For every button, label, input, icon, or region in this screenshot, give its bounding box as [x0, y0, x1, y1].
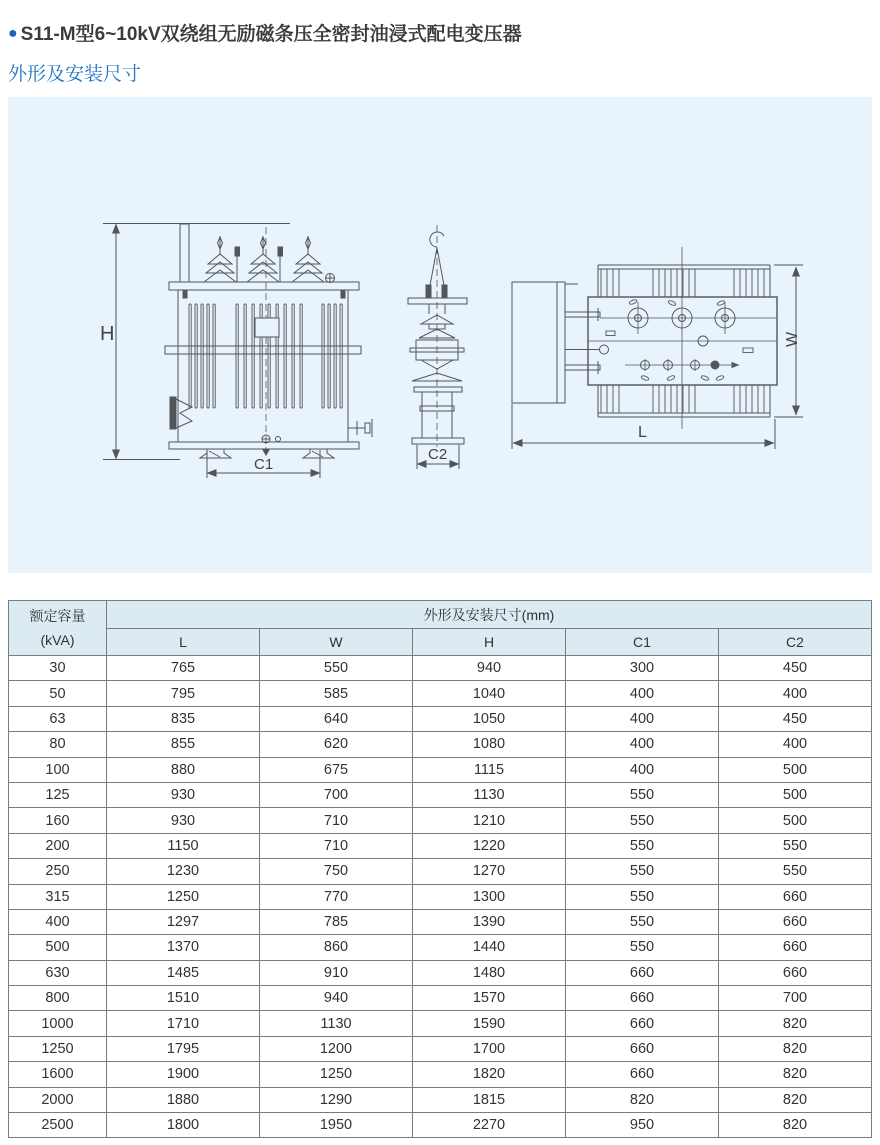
dimension-cell: 675 [260, 757, 413, 782]
dimension-cell: 500 [719, 808, 872, 833]
col-header-h: H [413, 629, 566, 656]
dimension-cell: 1297 [107, 909, 260, 934]
dimension-cell: 795 [107, 681, 260, 706]
table-header [9, 601, 872, 656]
capacity-cell: 80 [9, 732, 107, 757]
dim-label-l: L [638, 424, 647, 441]
dimension-table [8, 600, 872, 1138]
capacity-cell: 500 [9, 935, 107, 960]
dim-label-w: W [784, 331, 801, 347]
dimension-cell: 820 [719, 1011, 872, 1036]
capacity-cell: 1250 [9, 1036, 107, 1061]
capacity-cell: 800 [9, 986, 107, 1011]
capacity-cell: 200 [9, 833, 107, 858]
dimension-cell: 1210 [413, 808, 566, 833]
capacity-cell: 125 [9, 782, 107, 807]
dimension-cell: 550 [566, 859, 719, 884]
capacity-cell: 160 [9, 808, 107, 833]
dimension-cell: 820 [719, 1036, 872, 1061]
capacity-cell: 63 [9, 706, 107, 731]
dimension-cell: 1150 [107, 833, 260, 858]
dimension-cell: 640 [260, 706, 413, 731]
dimension-cell: 1130 [260, 1011, 413, 1036]
dimension-cell: 1130 [413, 782, 566, 807]
dimension-cell: 1230 [107, 859, 260, 884]
dimension-cell: 400 [566, 732, 719, 757]
dimension-cell: 500 [719, 782, 872, 807]
dimension-cell: 1040 [413, 681, 566, 706]
dimension-cell: 1250 [260, 1062, 413, 1087]
side-view [408, 225, 467, 469]
dimension-cell: 400 [719, 681, 872, 706]
table-row [9, 782, 872, 807]
table-body [9, 656, 872, 1138]
table-row [9, 681, 872, 706]
dimension-cell: 550 [566, 808, 719, 833]
top-view [512, 247, 803, 449]
dimension-cell: 750 [260, 859, 413, 884]
dimension-cell: 1250 [107, 884, 260, 909]
section-subtitle: 外形及安装尺寸 [8, 64, 142, 85]
dimension-cell: 1200 [260, 1036, 413, 1061]
table-row [9, 757, 872, 782]
table-row [9, 732, 872, 757]
dimension-cell: 660 [566, 986, 719, 1011]
dimension-cell: 1800 [107, 1113, 260, 1138]
dimension-cell: 585 [260, 681, 413, 706]
dimension-cell: 1795 [107, 1036, 260, 1061]
dimension-cell: 1590 [413, 1011, 566, 1036]
table-row [9, 935, 872, 960]
dimension-cell: 700 [719, 986, 872, 1011]
dimension-cell: 820 [719, 1113, 872, 1138]
dimension-cell: 2270 [413, 1113, 566, 1138]
dimension-cell: 620 [260, 732, 413, 757]
col-header-w: W [260, 629, 413, 656]
dimension-cell: 550 [566, 909, 719, 934]
dimension-cell: 660 [719, 960, 872, 985]
dim-label-c1: C1 [254, 456, 274, 473]
dimension-cell: 880 [107, 757, 260, 782]
dimensions-group-header: 外形及安装尺寸(mm) [107, 601, 872, 629]
dimension-cell: 550 [260, 656, 413, 681]
dimension-cell: 550 [566, 782, 719, 807]
dimension-cell: 1115 [413, 757, 566, 782]
capacity-cell: 50 [9, 681, 107, 706]
dimension-cell: 1270 [413, 859, 566, 884]
dimension-cell: 660 [566, 1036, 719, 1061]
capacity-cell: 315 [9, 884, 107, 909]
dimension-cell: 1950 [260, 1113, 413, 1138]
dimension-cell: 400 [719, 732, 872, 757]
dimension-cell: 550 [566, 833, 719, 858]
dimension-cell: 450 [719, 706, 872, 731]
table-row [9, 884, 872, 909]
dimension-cell: 1370 [107, 935, 260, 960]
capacity-cell: 100 [9, 757, 107, 782]
dimension-cell: 940 [413, 656, 566, 681]
dimension-cell: 550 [719, 833, 872, 858]
dimension-cell: 660 [566, 1011, 719, 1036]
dim-label-c2: C2 [428, 446, 448, 463]
dimension-cell: 1485 [107, 960, 260, 985]
dimension-cell: 1080 [413, 732, 566, 757]
dimension-cell: 700 [260, 782, 413, 807]
dimension-cell: 860 [260, 935, 413, 960]
table-row [9, 1087, 872, 1112]
dimension-cell: 500 [719, 757, 872, 782]
capacity-cell: 1600 [9, 1062, 107, 1087]
dim-label-h: H [100, 323, 115, 345]
dimension-cell: 550 [566, 884, 719, 909]
dimension-cell: 660 [719, 935, 872, 960]
dimension-cell: 550 [566, 935, 719, 960]
dimension-cell: 1815 [413, 1087, 566, 1112]
capacity-cell: 2000 [9, 1087, 107, 1112]
table-row [9, 1113, 872, 1138]
dimension-cell: 710 [260, 833, 413, 858]
capacity-cell: 1000 [9, 1011, 107, 1036]
rated-capacity-header: 额定容量 (kVA) [9, 601, 107, 656]
bushing-icons [204, 236, 324, 282]
dimension-cell: 1290 [260, 1087, 413, 1112]
dimension-cell: 835 [107, 706, 260, 731]
table-row [9, 1036, 872, 1061]
dimension-cell: 400 [566, 706, 719, 731]
dimension-cell: 450 [719, 656, 872, 681]
dimension-cell: 1700 [413, 1036, 566, 1061]
capacity-cell: 2500 [9, 1113, 107, 1138]
dimension-cell: 300 [566, 656, 719, 681]
capacity-cell: 30 [9, 656, 107, 681]
page-title-text: S11-M型6~10kV双绕组无励磁条压全密封油浸式配电变压器 [20, 24, 522, 45]
table-row [9, 808, 872, 833]
table-row [9, 1062, 872, 1087]
capacity-cell: 250 [9, 859, 107, 884]
bullet-icon: ● [8, 25, 18, 42]
dimension-cell: 1820 [413, 1062, 566, 1087]
table-row [9, 986, 872, 1011]
dimension-cell: 930 [107, 782, 260, 807]
table-row [9, 833, 872, 858]
front-view [103, 224, 372, 479]
dimension-cell: 855 [107, 732, 260, 757]
dimension-cell: 660 [566, 960, 719, 985]
table-row [9, 960, 872, 985]
dimension-cell: 820 [719, 1087, 872, 1112]
table-row [9, 909, 872, 934]
dimension-cell: 1050 [413, 706, 566, 731]
dimension-cell: 1900 [107, 1062, 260, 1087]
table-row [9, 656, 872, 681]
page-title [8, 19, 522, 46]
col-header-c1: C1 [566, 629, 719, 656]
dimension-cell: 950 [566, 1113, 719, 1138]
dimension-cell: 1510 [107, 986, 260, 1011]
dimension-cell: 785 [260, 909, 413, 934]
dimension-cell: 400 [566, 757, 719, 782]
technical-drawing [8, 97, 872, 573]
dimension-cell: 1390 [413, 909, 566, 934]
col-header-l: L [107, 629, 260, 656]
dimension-cell: 930 [107, 808, 260, 833]
dimension-cell: 1440 [413, 935, 566, 960]
table-row [9, 706, 872, 731]
dimension-cell: 1570 [413, 986, 566, 1011]
dimension-cell: 820 [719, 1062, 872, 1087]
dimension-cell: 765 [107, 656, 260, 681]
dimension-cell: 710 [260, 808, 413, 833]
dimension-cell: 660 [566, 1062, 719, 1087]
dimension-cell: 820 [566, 1087, 719, 1112]
dimension-cell: 1220 [413, 833, 566, 858]
dimension-cell: 1710 [107, 1011, 260, 1036]
table-row [9, 859, 872, 884]
col-header-c2: C2 [719, 629, 872, 656]
table-row [9, 1011, 872, 1036]
dimension-cell: 1480 [413, 960, 566, 985]
dimension-cell: 550 [719, 859, 872, 884]
dimension-cell: 1300 [413, 884, 566, 909]
dimension-cell: 660 [719, 884, 872, 909]
dimension-cell: 940 [260, 986, 413, 1011]
dimension-cell: 770 [260, 884, 413, 909]
dimension-cell: 660 [719, 909, 872, 934]
dimension-cell: 400 [566, 681, 719, 706]
dimension-cell: 1880 [107, 1087, 260, 1112]
drawing-panel [8, 97, 872, 573]
capacity-cell: 630 [9, 960, 107, 985]
dimension-cell: 910 [260, 960, 413, 985]
capacity-cell: 400 [9, 909, 107, 934]
